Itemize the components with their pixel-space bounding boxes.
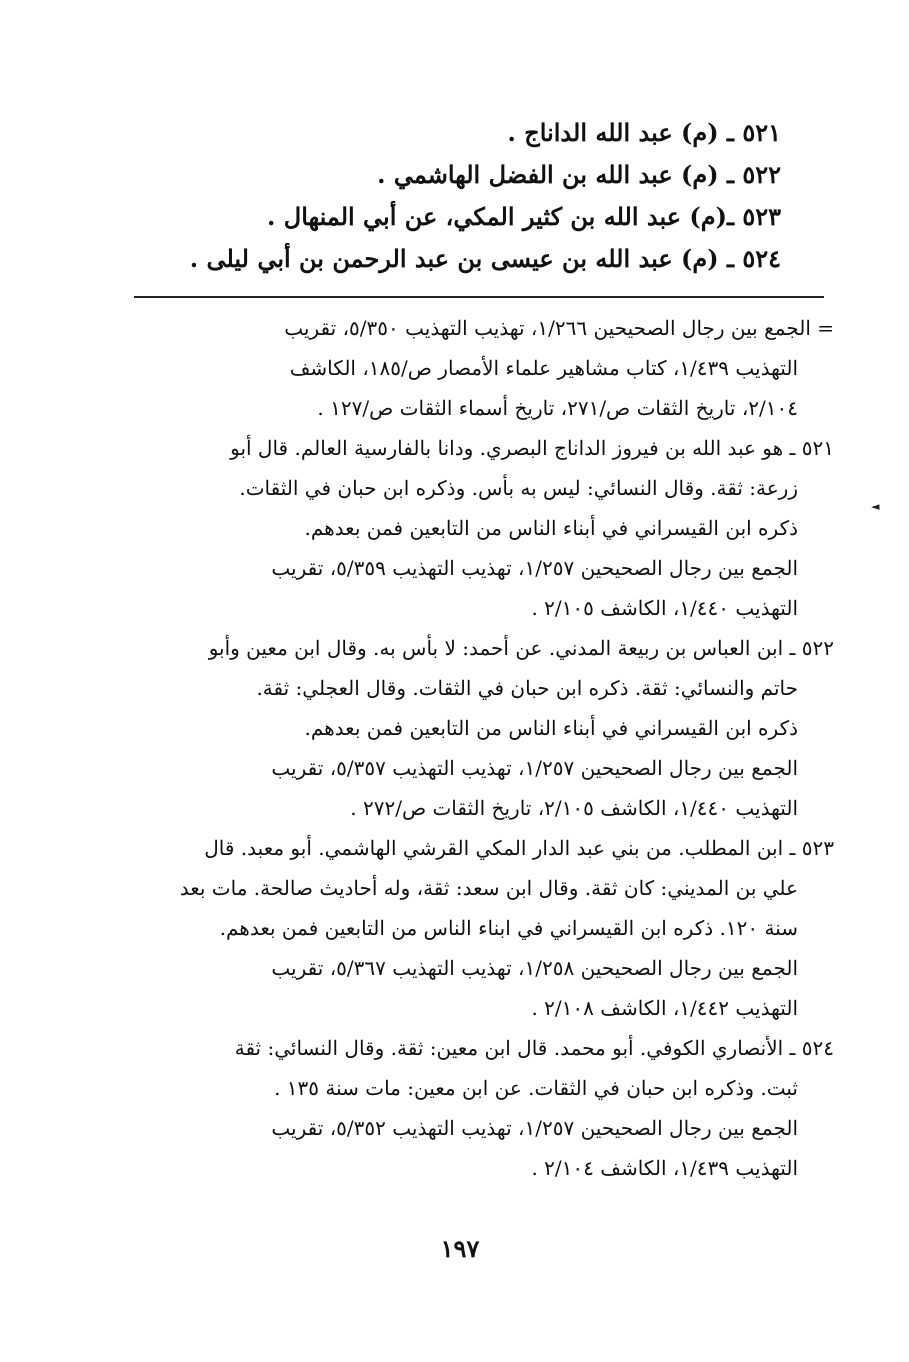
footnote-line: ذكره ابن القيسراني في أبناء الناس من التابعين فمن بعدهم. [304,716,798,740]
entry-524: ٥٢٤ ـ (م) عبد الله بن عيسى بن عبد الرحمن بن أبي ليلى . [189,244,781,273]
footnote-line: حاتم والنسائي: ثقة. ذكره ابن حبان في الثقات. وقال العجلي: ثقة. [256,676,798,700]
footnote-line: التهذيب ١/٤٤٢، الكاشف ٢/١٠٨ . [531,996,798,1020]
footnote-line: ٢/١٠٤، تاريخ الثقات ص/٢٧١، تاريخ أسماء الثقات ص/١٢٧ . [317,396,798,420]
footnote-line: ٥٢٢ ـ ابن العباس بن ربيعة المدني. عن أحمد: لا بأس به. وقال ابن معين وأبو [208,636,834,660]
footnote-line: ٥٢٤ ـ الأنصاري الكوفي. أبو محمد. قال ابن معين: ثقة. وقال النسائي: ثقة [234,1036,834,1060]
footnote-line: ٥٢١ ـ هو عبد الله بن فيروز الداناج البصري. ودانا بالفارسية العالم. قال أبو [230,436,834,460]
footnote-524 [134,1028,834,1188]
entry-522: ٥٢٢ ـ (م) عبد الله بن الفضل الهاشمي . [377,160,781,189]
footnote-line: الجمع بين رجال الصحيحين ١/٢٥٨، تهذيب التهذيب ٥/٣٦٧، تقريب [271,956,798,980]
footnote-line: الجمع بين رجال الصحيحين ١/٢٥٧، تهذيب التهذيب ٥/٣٥٢، تقريب [271,1116,798,1140]
footnote-line: = الجمع بين رجال الصحيحين ١/٢٦٦، تهذيب التهذيب ٥/٣٥٠، تقريب [284,316,834,340]
footnote-line: ثبت. وذكره ابن حبان في الثقات. عن ابن معين: مات سنة ١٣٥ . [274,1076,798,1100]
footnote-line: سنة ١٢٠. ذكره ابن القيسراني في ابناء الناس من التابعين فمن بعدهم. [219,916,798,940]
footnote-line: التهذيب ١/٤٤٠، الكاشف ٢/١٠٥، تاريخ الثقات ص/٢٧٢ . [350,796,798,820]
footnote-line: التهذيب ١/٤٤٠، الكاشف ٢/١٠٥ . [531,596,798,620]
footnote-line: ذكره ابن القيسراني في أبناء الناس من التابعين فمن بعدهم. [304,516,798,540]
footnote-line: التهذيب ١/٤٣٩، كتاب مشاهير علماء الأمصار ص/١٨٥، الكاشف [289,356,798,380]
footnote-continuation [134,308,834,428]
footnote-line: علي بن المديني: كان ثقة. وقال ابن سعد: ثقة، وله أحاديث صالحة. مات بعد [179,876,798,900]
footnote-separator [134,296,824,298]
footnote-line: زرعة: ثقة. وقال النسائي: ليس به بأس. وذكره ابن حبان في الثقات. [239,476,798,500]
footnote-line: ٥٢٣ ـ ابن المطلب. من بني عبد الدار المكي القرشي الهاشمي. أبو معبد. قال [204,836,834,860]
footnote-line: الجمع بين رجال الصحيحين ١/٢٥٧، تهذيب التهذيب ٥/٣٥٧، تقريب [271,756,798,780]
footnote-523 [134,828,834,1028]
page-number: ١٩٧ [440,1234,480,1263]
footnote-line: التهذيب ١/٤٣٩، الكاشف ٢/١٠٤ . [531,1156,798,1180]
footnotes [134,308,834,1188]
entry-list [189,112,781,280]
entry-521: ٥٢١ ـ (م) عبد الله الداناج . [507,118,781,147]
margin-marker-icon: ◄ [871,500,880,513]
footnote-522 [134,628,834,828]
footnote-line: الجمع بين رجال الصحيحين ١/٢٥٧، تهذيب التهذيب ٥/٣٥٩، تقريب [271,556,798,580]
entry-523: ٥٢٣ ـ(م) عبد الله بن كثير المكي، عن أبي المنهال . [267,202,781,231]
footnote-521 [134,428,834,628]
